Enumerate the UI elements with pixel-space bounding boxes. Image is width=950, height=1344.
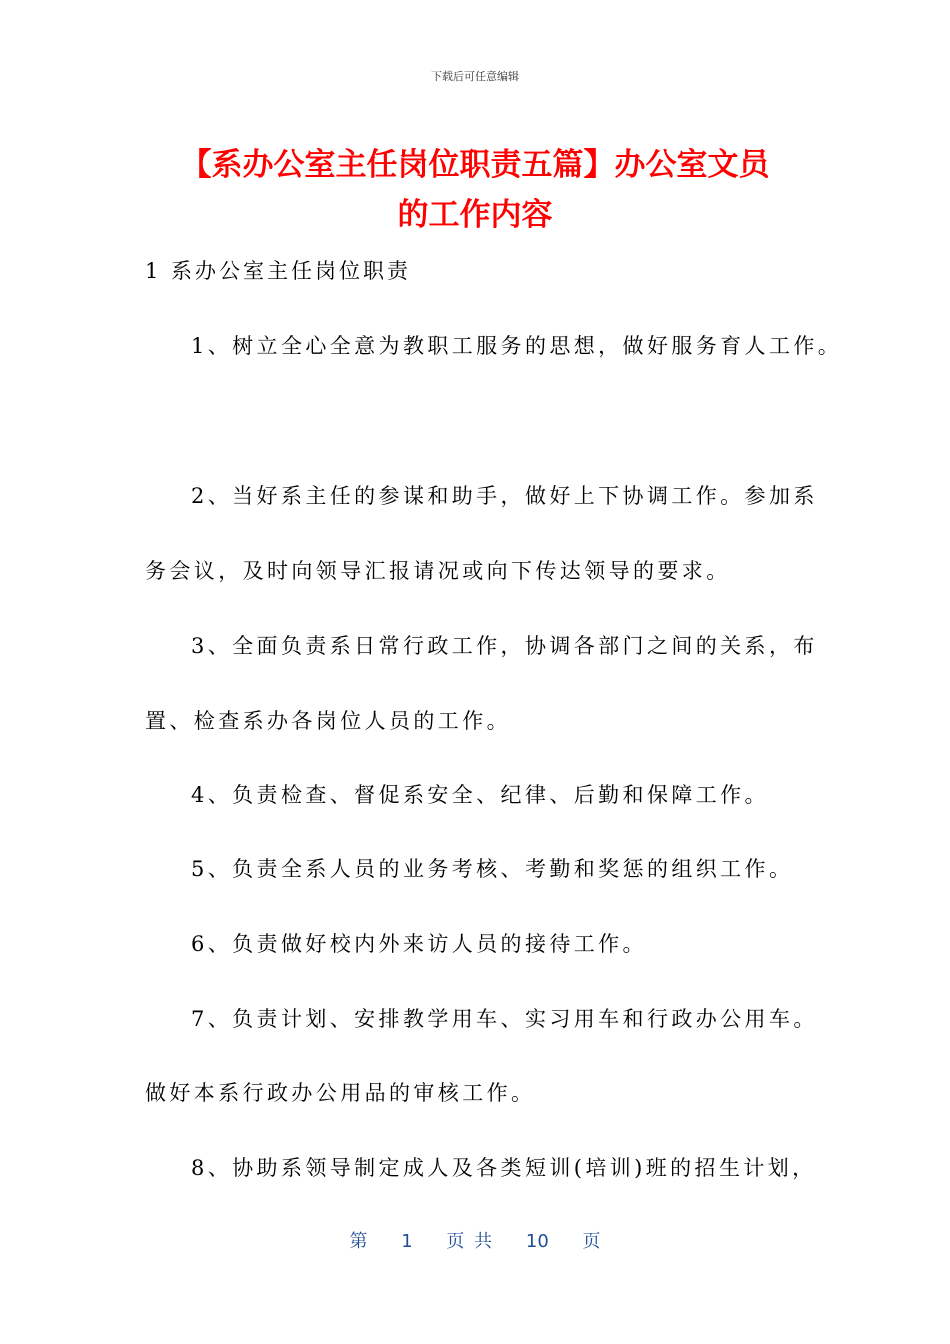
- title-line-1: 【系办公室主任岗位职责五篇】办公室文员: [180, 147, 770, 183]
- footer-middle: 页 共: [446, 1231, 493, 1252]
- footer-page-number: 1: [401, 1231, 413, 1252]
- paragraph-line: 2、当好系主任的参谋和助手，做好上下协调工作。参加系: [191, 484, 818, 508]
- page-footer: [0, 1227, 950, 1253]
- paragraph-line: 6、负责做好校内外来访人员的接待工作。: [191, 932, 647, 956]
- paragraph-line: 7、负责计划、安排教学用车、实习用车和行政办公用车。: [191, 1007, 818, 1031]
- footer-suffix: 页: [582, 1231, 601, 1252]
- paragraph-line: 4、负责检查、督促系安全、纪律、后勤和保障工作。: [191, 783, 769, 807]
- document-title: [0, 140, 950, 240]
- footer-prefix: 第: [349, 1231, 368, 1252]
- footer-total-pages: 10: [525, 1231, 549, 1252]
- section-heading: 1 系办公室主任岗位职责: [145, 259, 412, 283]
- paragraph-line: 3、全面负责系日常行政工作，协调各部门之间的关系，布: [191, 634, 818, 658]
- paragraph-line: 8、协助系领导制定成人及各类短训(培训)班的招生计划，: [191, 1156, 817, 1180]
- paragraph-line: 5、负责全系人员的业务考核、考勤和奖惩的组织工作。: [191, 857, 794, 881]
- title-line-2: 的工作内容: [397, 197, 553, 233]
- paragraph-line: 1、树立全心全意为教职工服务的思想，做好服务育人工作。: [191, 334, 843, 358]
- paragraph-line: 置、检查系办各岗位人员的工作。: [145, 709, 511, 733]
- paragraph-line: 做好本系行政办公用品的审核工作。: [145, 1081, 536, 1105]
- header-note: 下载后可任意编辑: [431, 70, 519, 83]
- paragraph-line: 务会议，及时向领导汇报请况或向下传达领导的要求。: [145, 559, 731, 583]
